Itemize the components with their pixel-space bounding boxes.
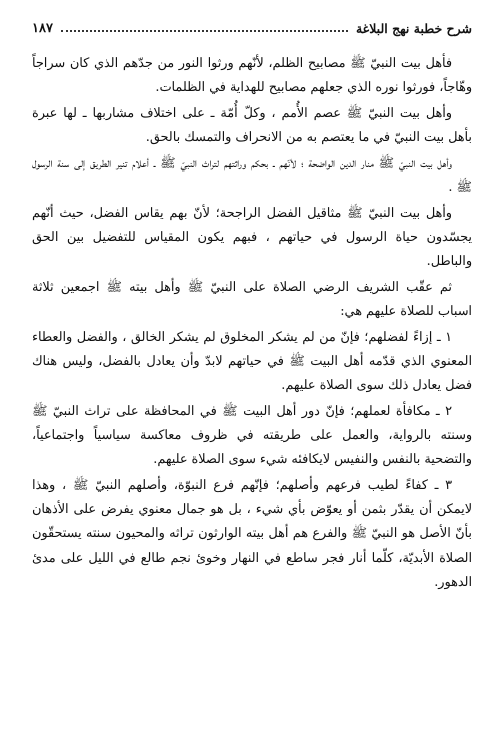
- paragraph: ١ ـ إزاءً لفضلهم؛ فإنّ من لم يشكر المخلوق لم يشكر الخالق ، والفضل والعطاء المعنوي الذي قدّمه أهل البيت ﷺ في حياتهم لابدّ وأن يعادل بالفضل، وليس هناك فضل يعادل ذلك سوى الصلاة عليهم.: [32, 329, 472, 394]
- paragraph: وأهل بيت النبيّ ﷺ مثاقيل الفضل الراجحة؛ لأنّ بهم يقاس الفضل، حيث أنّهم يجسّدون حياة الرسول في حياتهم ، فبهم يكون المقياس للتفضيل بين الحق والباطل.: [32, 205, 472, 270]
- header-dot-leader: [61, 30, 348, 32]
- running-title: شرح خطبة نهج البلاغة: [355, 21, 472, 36]
- page-number: ١٨٧: [32, 21, 53, 36]
- paragraph: ٣ ـ كفاءً لطيب فرعهم وأصلهم؛ فإنّهم فرع النبوّة، وأصلهم النبيّ ﷺ ، وهذا لايمكن أن يقدّر بثمن أو يعوّض بأي شيء ، بل هو جمال معنوي يفرض على الأذهان بأنّ الأصل هو النبيّ ﷺ والفرع هم أهل بيته الوارثون تراثه والمحيون سنته يستحقّون الصلاة الأبديّة، كلّما أنار فجر ساطع في النهار وخوئ نجم طالع في الليل على مدئ الدهور.: [32, 477, 472, 590]
- body-text: [32, 52, 472, 596]
- running-header: [32, 12, 472, 36]
- paragraph: وأهل بيت النبيّ ﷺ عصم الأُمم ، وكلّ أُمّة ـ على اختلاف مشاربها ـ لها عبرة بأهل بيت النبيّ في ما يعتصم به من الانحراف والتمسك بالحق.: [32, 105, 472, 146]
- paragraph: ثم عقّب الشريف الرضي الصلاة على النبيّ ﷺ وأهل بيته ﷺ اجمعين ثلاثة اسباب للصلاة عليهم هي:: [32, 279, 472, 320]
- paragraph: ٢ ـ مكافأة لعملهم؛ فإنّ دور أهل البيت ﷺ في المحافظة على تراث النبيّ ﷺ وسنته بالرواية، والعمل على طريقته في ظروف معاكسة سياسياً واجتماعياً، والتضحية بالنفس والنفيس لايكافئه شيء سوى الصلاة عليهم.: [32, 403, 472, 468]
- paragraph: فأهل بيت النبيّ ﷺ مصابيح الظلم، لأنّهم ورثوا النور من جدّهم الذي كان سراجاً وهّاجاً، فورثوا نوره الذي جعلهم مصابيح للهداية في الظلمات.: [32, 56, 472, 96]
- paragraph: وأهل بيت النبيّ ﷺ منار الدين الواضحة ؛ لأنّهم ـ بحكم وراثتهم لتراث النبيّ ﷺ ـ أعلام تنير الطريق إلى سنة الرسول ﷺ .: [32, 155, 472, 196]
